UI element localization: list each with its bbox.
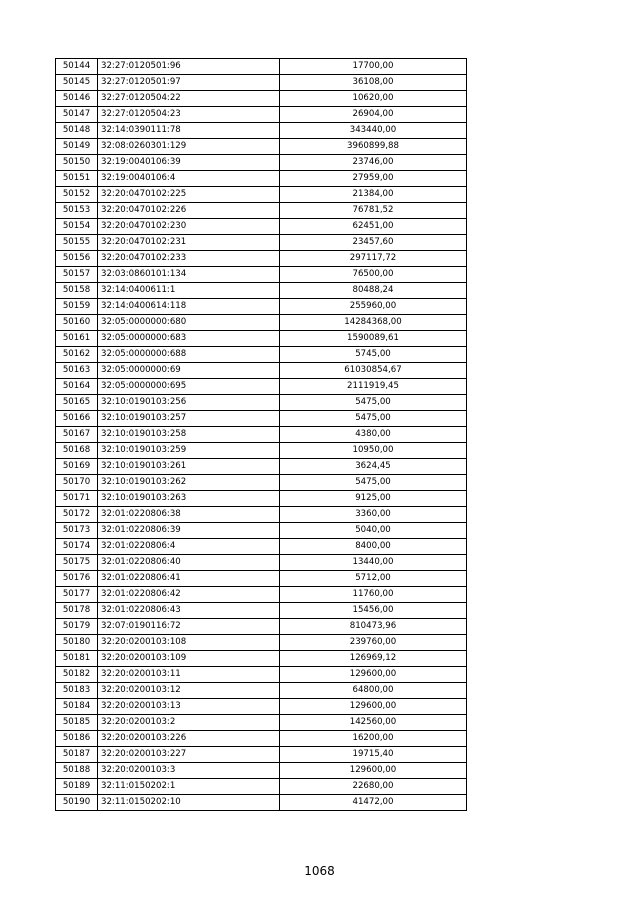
row-number: 50163 <box>56 363 98 379</box>
table-row <box>56 107 467 123</box>
row-number: 50168 <box>56 443 98 459</box>
cadastral-value: 5040,00 <box>280 523 467 539</box>
table-row <box>56 683 467 699</box>
row-number: 50158 <box>56 283 98 299</box>
cadastral-number: 32:08:0260301:129 <box>98 139 280 155</box>
row-number: 50183 <box>56 683 98 699</box>
cadastral-value: 80488,24 <box>280 283 467 299</box>
cadastral-value: 36108,00 <box>280 75 467 91</box>
row-number: 50157 <box>56 267 98 283</box>
table-row <box>56 587 467 603</box>
table-row <box>56 203 467 219</box>
cadastral-number: 32:10:0190103:262 <box>98 475 280 491</box>
row-number: 50176 <box>56 571 98 587</box>
cadastral-number: 32:20:0200103:109 <box>98 651 280 667</box>
cadastral-number: 32:27:0120501:97 <box>98 75 280 91</box>
cadastral-value: 5475,00 <box>280 395 467 411</box>
table-row <box>56 235 467 251</box>
table-row <box>56 699 467 715</box>
cadastral-number: 32:20:0470102:230 <box>98 219 280 235</box>
cadastral-number: 32:19:0040106:4 <box>98 171 280 187</box>
table-row <box>56 731 467 747</box>
table-row <box>56 747 467 763</box>
row-number: 50153 <box>56 203 98 219</box>
table-row <box>56 475 467 491</box>
row-number: 50147 <box>56 107 98 123</box>
cadastral-number: 32:10:0190103:256 <box>98 395 280 411</box>
row-number: 50162 <box>56 347 98 363</box>
row-number: 50179 <box>56 619 98 635</box>
cadastral-value: 76500,00 <box>280 267 467 283</box>
row-number: 50156 <box>56 251 98 267</box>
row-number: 50149 <box>56 139 98 155</box>
cadastral-value: 3624,45 <box>280 459 467 475</box>
cadastral-value: 64800,00 <box>280 683 467 699</box>
cadastral-number: 32:10:0190103:263 <box>98 491 280 507</box>
table-row <box>56 491 467 507</box>
row-number: 50160 <box>56 315 98 331</box>
table-row <box>56 555 467 571</box>
table-row <box>56 379 467 395</box>
cadastral-number: 32:20:0200103:227 <box>98 747 280 763</box>
row-number: 50177 <box>56 587 98 603</box>
cadastral-number: 32:20:0470102:233 <box>98 251 280 267</box>
cadastral-value: 126969,12 <box>280 651 467 667</box>
table-row <box>56 507 467 523</box>
cadastral-value: 297117,72 <box>280 251 467 267</box>
row-number: 50164 <box>56 379 98 395</box>
table-row <box>56 171 467 187</box>
cadastral-value: 76781,52 <box>280 203 467 219</box>
table-row <box>56 651 467 667</box>
table-row <box>56 139 467 155</box>
table-row <box>56 347 467 363</box>
cadastral-number: 32:20:0200103:108 <box>98 635 280 651</box>
row-number: 50172 <box>56 507 98 523</box>
row-number: 50180 <box>56 635 98 651</box>
table-row <box>56 795 467 811</box>
row-number: 50186 <box>56 731 98 747</box>
table-row <box>56 571 467 587</box>
cadastral-number: 32:05:0000000:695 <box>98 379 280 395</box>
row-number: 50151 <box>56 171 98 187</box>
cadastral-value: 11760,00 <box>280 587 467 603</box>
cadastral-value-table <box>55 58 467 811</box>
table-row <box>56 459 467 475</box>
table-row <box>56 763 467 779</box>
cadastral-value: 5712,00 <box>280 571 467 587</box>
table-row <box>56 363 467 379</box>
cadastral-number: 32:20:0200103:226 <box>98 731 280 747</box>
cadastral-number: 32:14:0390111:78 <box>98 123 280 139</box>
row-number: 50178 <box>56 603 98 619</box>
row-number: 50174 <box>56 539 98 555</box>
cadastral-value: 8400,00 <box>280 539 467 555</box>
row-number: 50181 <box>56 651 98 667</box>
cadastral-number: 32:01:0220806:38 <box>98 507 280 523</box>
row-number: 50161 <box>56 331 98 347</box>
cadastral-value: 239760,00 <box>280 635 467 651</box>
cadastral-value: 2111919,45 <box>280 379 467 395</box>
table-row <box>56 635 467 651</box>
row-number: 50190 <box>56 795 98 811</box>
cadastral-number: 32:27:0120501:96 <box>98 59 280 75</box>
row-number: 50146 <box>56 91 98 107</box>
row-number: 50154 <box>56 219 98 235</box>
cadastral-number: 32:19:0040106:39 <box>98 155 280 171</box>
table-row <box>56 443 467 459</box>
page-number: 1068 <box>304 864 335 878</box>
row-number: 50184 <box>56 699 98 715</box>
cadastral-value: 27959,00 <box>280 171 467 187</box>
cadastral-number: 32:20:0200103:2 <box>98 715 280 731</box>
cadastral-number: 32:05:0000000:688 <box>98 347 280 363</box>
cadastral-value: 810473,96 <box>280 619 467 635</box>
row-number: 50152 <box>56 187 98 203</box>
row-number: 50175 <box>56 555 98 571</box>
table-row <box>56 715 467 731</box>
cadastral-number: 32:05:0000000:69 <box>98 363 280 379</box>
row-number: 50167 <box>56 427 98 443</box>
row-number: 50182 <box>56 667 98 683</box>
cadastral-number: 32:20:0200103:12 <box>98 683 280 699</box>
table-row <box>56 315 467 331</box>
cadastral-number: 32:27:0120504:23 <box>98 107 280 123</box>
cadastral-number: 32:01:0220806:42 <box>98 587 280 603</box>
table-row <box>56 219 467 235</box>
row-number: 50145 <box>56 75 98 91</box>
cadastral-number: 32:11:0150202:1 <box>98 779 280 795</box>
cadastral-number: 32:10:0190103:257 <box>98 411 280 427</box>
table-row <box>56 395 467 411</box>
row-number: 50155 <box>56 235 98 251</box>
cadastral-value: 3960899,88 <box>280 139 467 155</box>
row-number: 50189 <box>56 779 98 795</box>
table-row <box>56 91 467 107</box>
cadastral-value: 129600,00 <box>280 763 467 779</box>
cadastral-number: 32:14:0400614:118 <box>98 299 280 315</box>
cadastral-number: 32:20:0470102:226 <box>98 203 280 219</box>
cadastral-value: 61030854,67 <box>280 363 467 379</box>
cadastral-number: 32:05:0000000:680 <box>98 315 280 331</box>
cadastral-number: 32:01:0220806:4 <box>98 539 280 555</box>
cadastral-value: 255960,00 <box>280 299 467 315</box>
cadastral-value: 19715,40 <box>280 747 467 763</box>
cadastral-value: 15456,00 <box>280 603 467 619</box>
cadastral-number: 32:01:0220806:41 <box>98 571 280 587</box>
cadastral-value: 5745,00 <box>280 347 467 363</box>
cadastral-number: 32:20:0470102:225 <box>98 187 280 203</box>
cadastral-number: 32:03:0860101:134 <box>98 267 280 283</box>
table-row <box>56 267 467 283</box>
cadastral-value: 5475,00 <box>280 475 467 491</box>
cadastral-number: 32:10:0190103:259 <box>98 443 280 459</box>
cadastral-value: 16200,00 <box>280 731 467 747</box>
cadastral-value: 3360,00 <box>280 507 467 523</box>
table-row <box>56 59 467 75</box>
cadastral-value: 26904,00 <box>280 107 467 123</box>
row-number: 50166 <box>56 411 98 427</box>
row-number: 50159 <box>56 299 98 315</box>
row-number: 50148 <box>56 123 98 139</box>
cadastral-value: 142560,00 <box>280 715 467 731</box>
row-number: 50150 <box>56 155 98 171</box>
table-row <box>56 779 467 795</box>
cadastral-value: 129600,00 <box>280 699 467 715</box>
cadastral-value: 9125,00 <box>280 491 467 507</box>
cadastral-number: 32:01:0220806:39 <box>98 523 280 539</box>
cadastral-value: 10950,00 <box>280 443 467 459</box>
row-number: 50173 <box>56 523 98 539</box>
cadastral-number: 32:05:0000000:683 <box>98 331 280 347</box>
cadastral-number: 32:01:0220806:40 <box>98 555 280 571</box>
cadastral-number: 32:20:0470102:231 <box>98 235 280 251</box>
cadastral-value: 22680,00 <box>280 779 467 795</box>
table-row <box>56 123 467 139</box>
cadastral-value: 21384,00 <box>280 187 467 203</box>
row-number: 50185 <box>56 715 98 731</box>
table-body <box>56 59 467 811</box>
cadastral-value: 17700,00 <box>280 59 467 75</box>
table-row <box>56 155 467 171</box>
cadastral-value: 129600,00 <box>280 667 467 683</box>
cadastral-number: 32:10:0190103:261 <box>98 459 280 475</box>
table-row <box>56 427 467 443</box>
cadastral-value: 13440,00 <box>280 555 467 571</box>
cadastral-number: 32:20:0200103:3 <box>98 763 280 779</box>
table-row <box>56 187 467 203</box>
row-number: 50171 <box>56 491 98 507</box>
cadastral-value: 10620,00 <box>280 91 467 107</box>
cadastral-value: 5475,00 <box>280 411 467 427</box>
row-number: 50188 <box>56 763 98 779</box>
table-row <box>56 411 467 427</box>
table-row <box>56 283 467 299</box>
cadastral-number: 32:14:0400611:1 <box>98 283 280 299</box>
table-row <box>56 667 467 683</box>
cadastral-number: 32:01:0220806:43 <box>98 603 280 619</box>
cadastral-value: 14284368,00 <box>280 315 467 331</box>
table-row <box>56 299 467 315</box>
row-number: 50170 <box>56 475 98 491</box>
table-row <box>56 75 467 91</box>
table-row <box>56 539 467 555</box>
row-number: 50187 <box>56 747 98 763</box>
cadastral-value: 343440,00 <box>280 123 467 139</box>
cadastral-value: 4380,00 <box>280 427 467 443</box>
cadastral-number: 32:20:0200103:13 <box>98 699 280 715</box>
table-row <box>56 331 467 347</box>
cadastral-value: 1590089,61 <box>280 331 467 347</box>
table-row <box>56 523 467 539</box>
cadastral-number: 32:27:0120504:22 <box>98 91 280 107</box>
table-row <box>56 619 467 635</box>
table-row <box>56 251 467 267</box>
cadastral-value: 23457,60 <box>280 235 467 251</box>
cadastral-value: 62451,00 <box>280 219 467 235</box>
cadastral-number: 32:20:0200103:11 <box>98 667 280 683</box>
row-number: 50169 <box>56 459 98 475</box>
row-number: 50144 <box>56 59 98 75</box>
cadastral-number: 32:07:0190116:72 <box>98 619 280 635</box>
cadastral-value: 41472,00 <box>280 795 467 811</box>
row-number: 50165 <box>56 395 98 411</box>
cadastral-number: 32:10:0190103:258 <box>98 427 280 443</box>
table-row <box>56 603 467 619</box>
cadastral-number: 32:11:0150202:10 <box>98 795 280 811</box>
cadastral-value: 23746,00 <box>280 155 467 171</box>
